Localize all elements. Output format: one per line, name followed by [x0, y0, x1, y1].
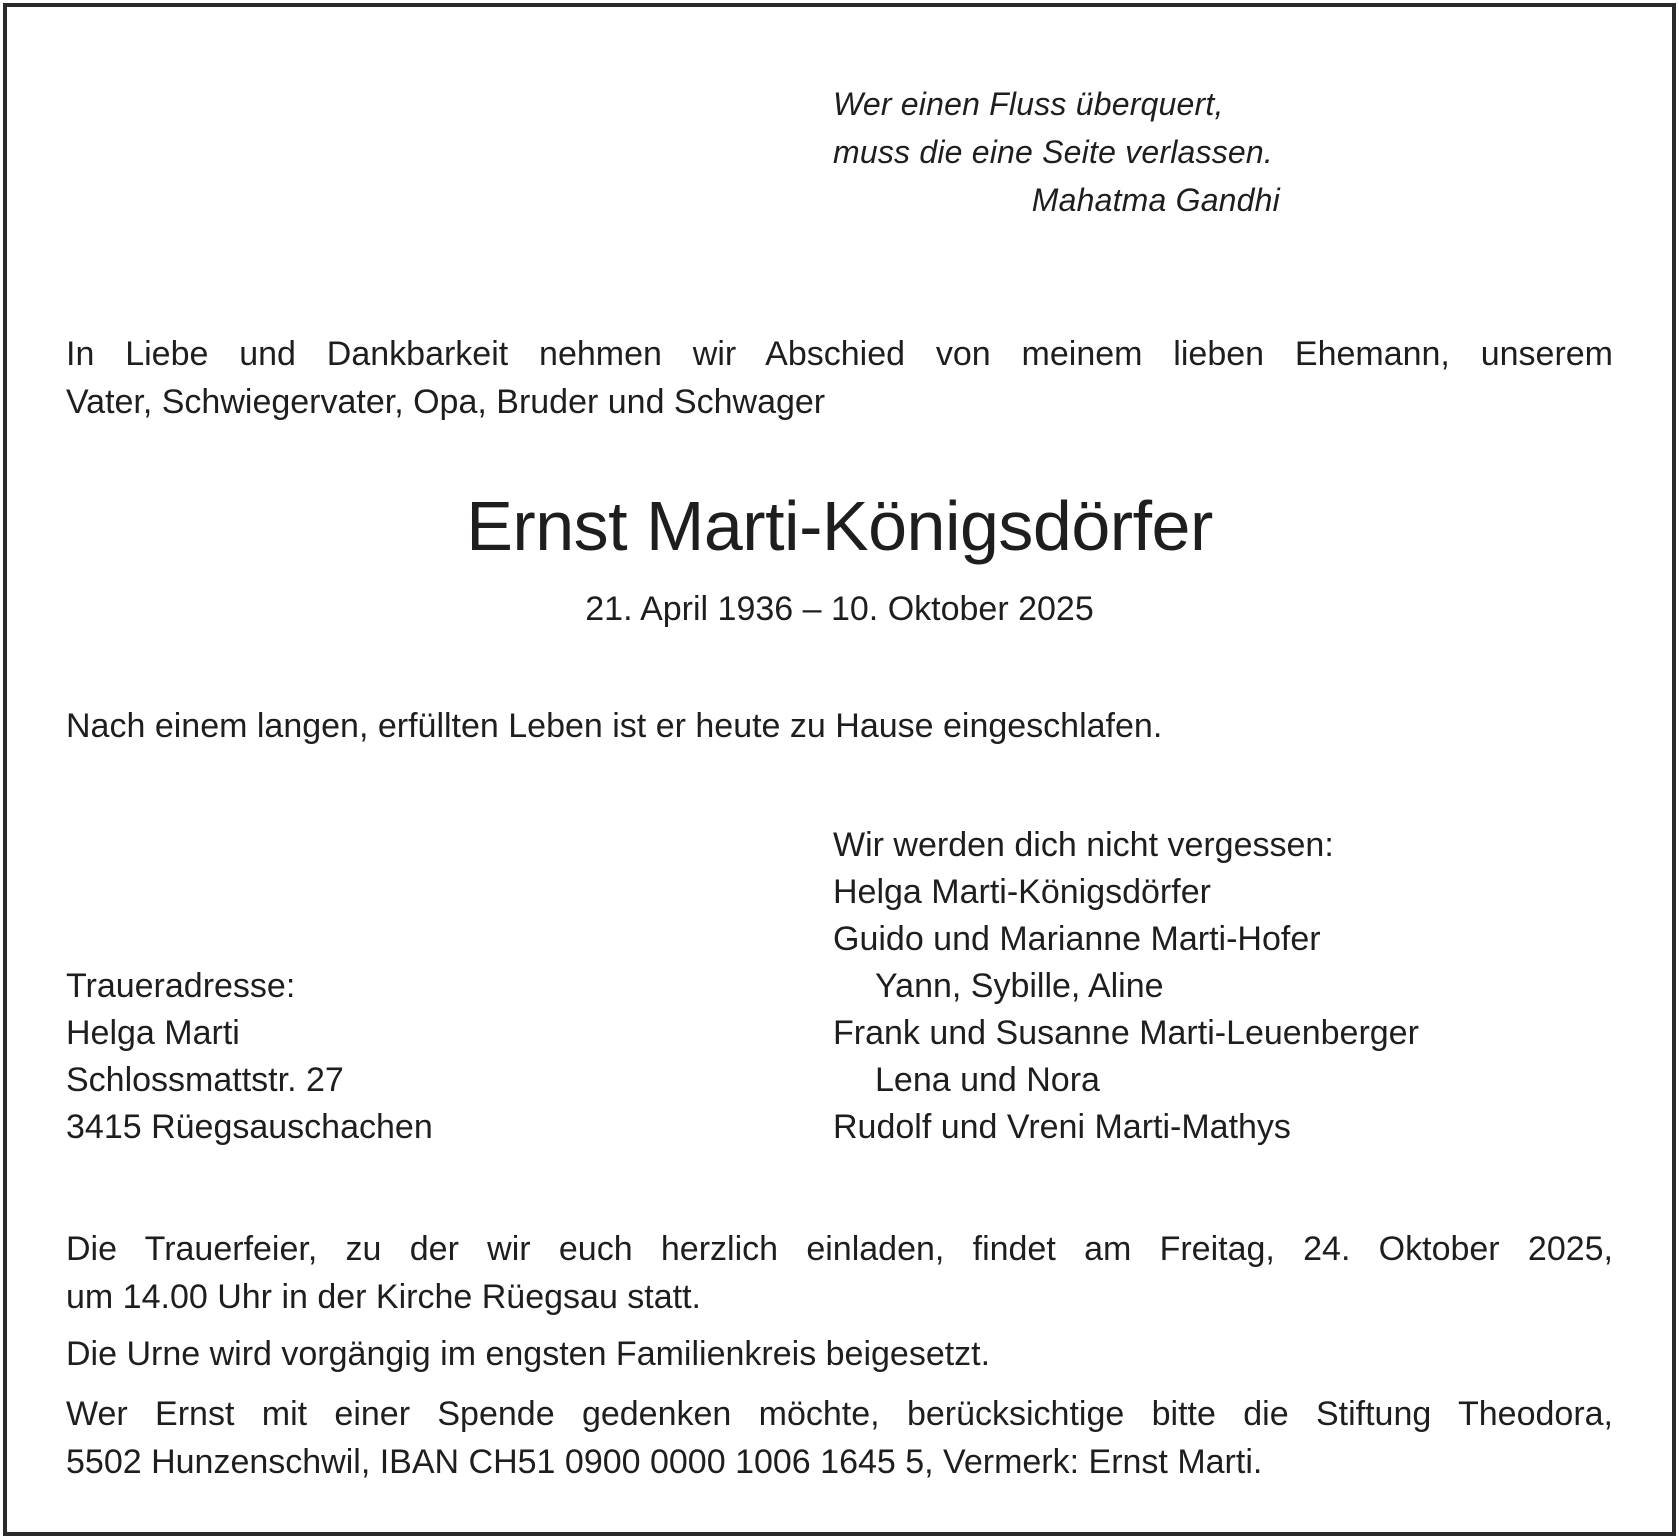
quote-author: Mahatma Gandhi [1031, 182, 1280, 218]
passing-statement: Nach einem langen, erfüllten Leben ist er heute zu Hause eingeschlafen. [66, 707, 1163, 745]
mourner-entry: Rudolf und Vreni Marti-Mathys [833, 1108, 1291, 1146]
mourners-list [833, 822, 1419, 1151]
life-dates: 21. April 1936 – 10. Oktober 2025 [585, 590, 1094, 628]
donation-line: Wer Ernst mit einer Spende gedenken möchte, berücksichtige bitte die Stiftung Theodora, [66, 1395, 1613, 1433]
quote-line: Wer einen Fluss überquert, [833, 86, 1224, 122]
ceremony-line: um 14.00 Uhr in der Kirche Rüegsau statt. [66, 1278, 701, 1316]
ceremony-info [66, 1225, 1613, 1321]
address-city: 3415 Rüegsauschachen [66, 1108, 433, 1146]
mourning-address [66, 963, 433, 1151]
mourner-entry-grandchildren: Yann, Sybille, Aline [875, 967, 1164, 1005]
urn-info: Die Urne wird vorgängig im engsten Familienkreis beigesetzt. [66, 1335, 991, 1373]
intro-line: In Liebe und Dankbarkeit nehmen wir Abschied von meinem lieben Ehemann, unserem [66, 335, 1613, 373]
mourners-heading: Wir werden dich nicht vergessen: [833, 826, 1334, 864]
epigraph-quote [833, 80, 1280, 224]
mourner-entry: Frank und Susanne Marti-Leuenberger [833, 1014, 1419, 1052]
ceremony-line: Die Trauerfeier, zu der wir euch herzlich einladen, findet am Freitag, 24. Oktober 2025, [66, 1230, 1613, 1268]
mourner-entry: Helga Marti-Königsdörfer [833, 873, 1211, 911]
donation-info [66, 1390, 1613, 1486]
intro-paragraph [66, 330, 1613, 426]
mourner-entry: Guido und Marianne Marti-Hofer [833, 920, 1321, 958]
quote-line: muss die eine Seite verlassen. [833, 134, 1273, 170]
donation-line: 5502 Hunzenschwil, IBAN CH51 0900 0000 1006 1645 5, Vermerk: Ernst Marti. [66, 1443, 1263, 1481]
intro-line: Vater, Schwiegervater, Opa, Bruder und Schwager [66, 383, 826, 421]
address-street: Schlossmattstr. 27 [66, 1061, 344, 1099]
mourner-entry-grandchildren: Lena und Nora [875, 1061, 1100, 1099]
address-name: Helga Marti [66, 1014, 240, 1052]
deceased-name: Ernst Marti-Königsdörfer [466, 487, 1213, 565]
address-label: Traueradresse: [66, 967, 296, 1005]
